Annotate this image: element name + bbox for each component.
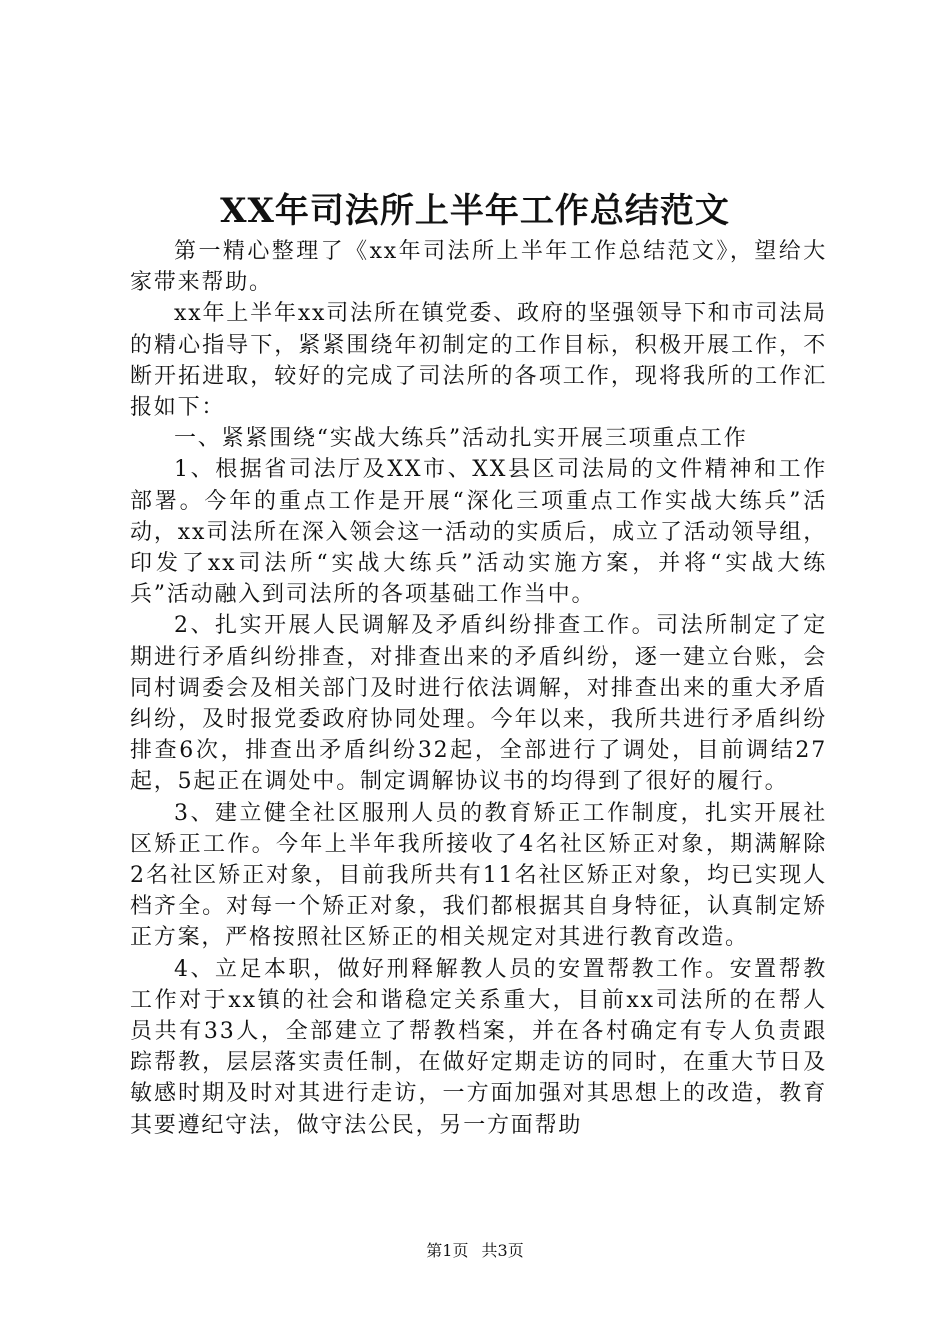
page-total: 共3页: [481, 1241, 524, 1260]
paragraph-intro: 第一精心整理了《xx年司法所上半年工作总结范文》，望给大家带来帮助。: [130, 239, 827, 296]
paragraph-item-4: 4、立足本职，做好刑释解教人员的安置帮教工作。安置帮教工作对于xx镇的社会和谐稳定关系重大，目前xx司法所的在帮人员共有33人，全部建立了帮教档案，并在各村确定有专人负责跟踪帮教，层层落实责任制，在做好定期走访的同时，在重大节日及敏感时期及时对其进行走访，一方面加强对其思想上的改造，教育其要遵纪守法，做守法公民，另一方面帮助: [130, 956, 827, 1138]
page-title: XX年司法所上半年工作总结范文: [220, 191, 730, 231]
page-number: 第1页: [426, 1241, 469, 1260]
paragraph-item-1: 1、根据省司法厅及XX市、XX县区司法局的文件精神和工作部署。今年的重点工作是开展“深化三项重点工作实战大练兵”活动，xx司法所在深入领会这一活动的实质后，成立了活动领导组，印发了xx司法所“实战大练兵”活动实施方案，并将“实战大练兵”活动融入到司法所的各项基础工作当中。: [130, 457, 827, 608]
page-footer: [0, 1240, 950, 1262]
paragraph-item-2: 2、扎实开展人民调解及矛盾纠纷排查工作。司法所制定了定期进行矛盾纠纷排查，对排查出来的矛盾纠纷，逐一建立台账，会同村调委会及相关部门及时进行依法调解，对排查出来的重大矛盾纠纷，及时报党委政府协同处理。今年以来，我所共进行矛盾纠纷排查6次，排查出矛盾纠纷32起，全部进行了调处，目前调结27起，5起正在调处中。制定调解协议书的均得到了很好的履行。: [130, 613, 827, 795]
section-heading-1: 一、紧紧围绕“实战大练兵”活动扎实开展三项重点工作: [174, 426, 748, 452]
paragraph-item-3: 3、建立健全社区服刑人员的教育矫正工作制度，扎实开展社区矫正工作。今年上半年我所接收了4名社区矫正对象，期满解除2名社区矫正对象，目前我所共有11名社区矫正对象，均已实现人档齐全。对每一个矫正对象，我们都根据其自身特征，认真制定矫正方案，严格按照社区矫正的相关规定对其进行教育改造。: [130, 800, 827, 951]
document-body: [130, 236, 827, 1141]
paragraph-overview: xx年上半年xx司法所在镇党委、政府的坚强领导下和市司法局的精心指导下，紧紧围绕年初制定的工作目标，积极开展工作，不断开拓进取，较好的完成了司法所的各项工作，现将我所的工作汇报如下：: [130, 301, 827, 421]
